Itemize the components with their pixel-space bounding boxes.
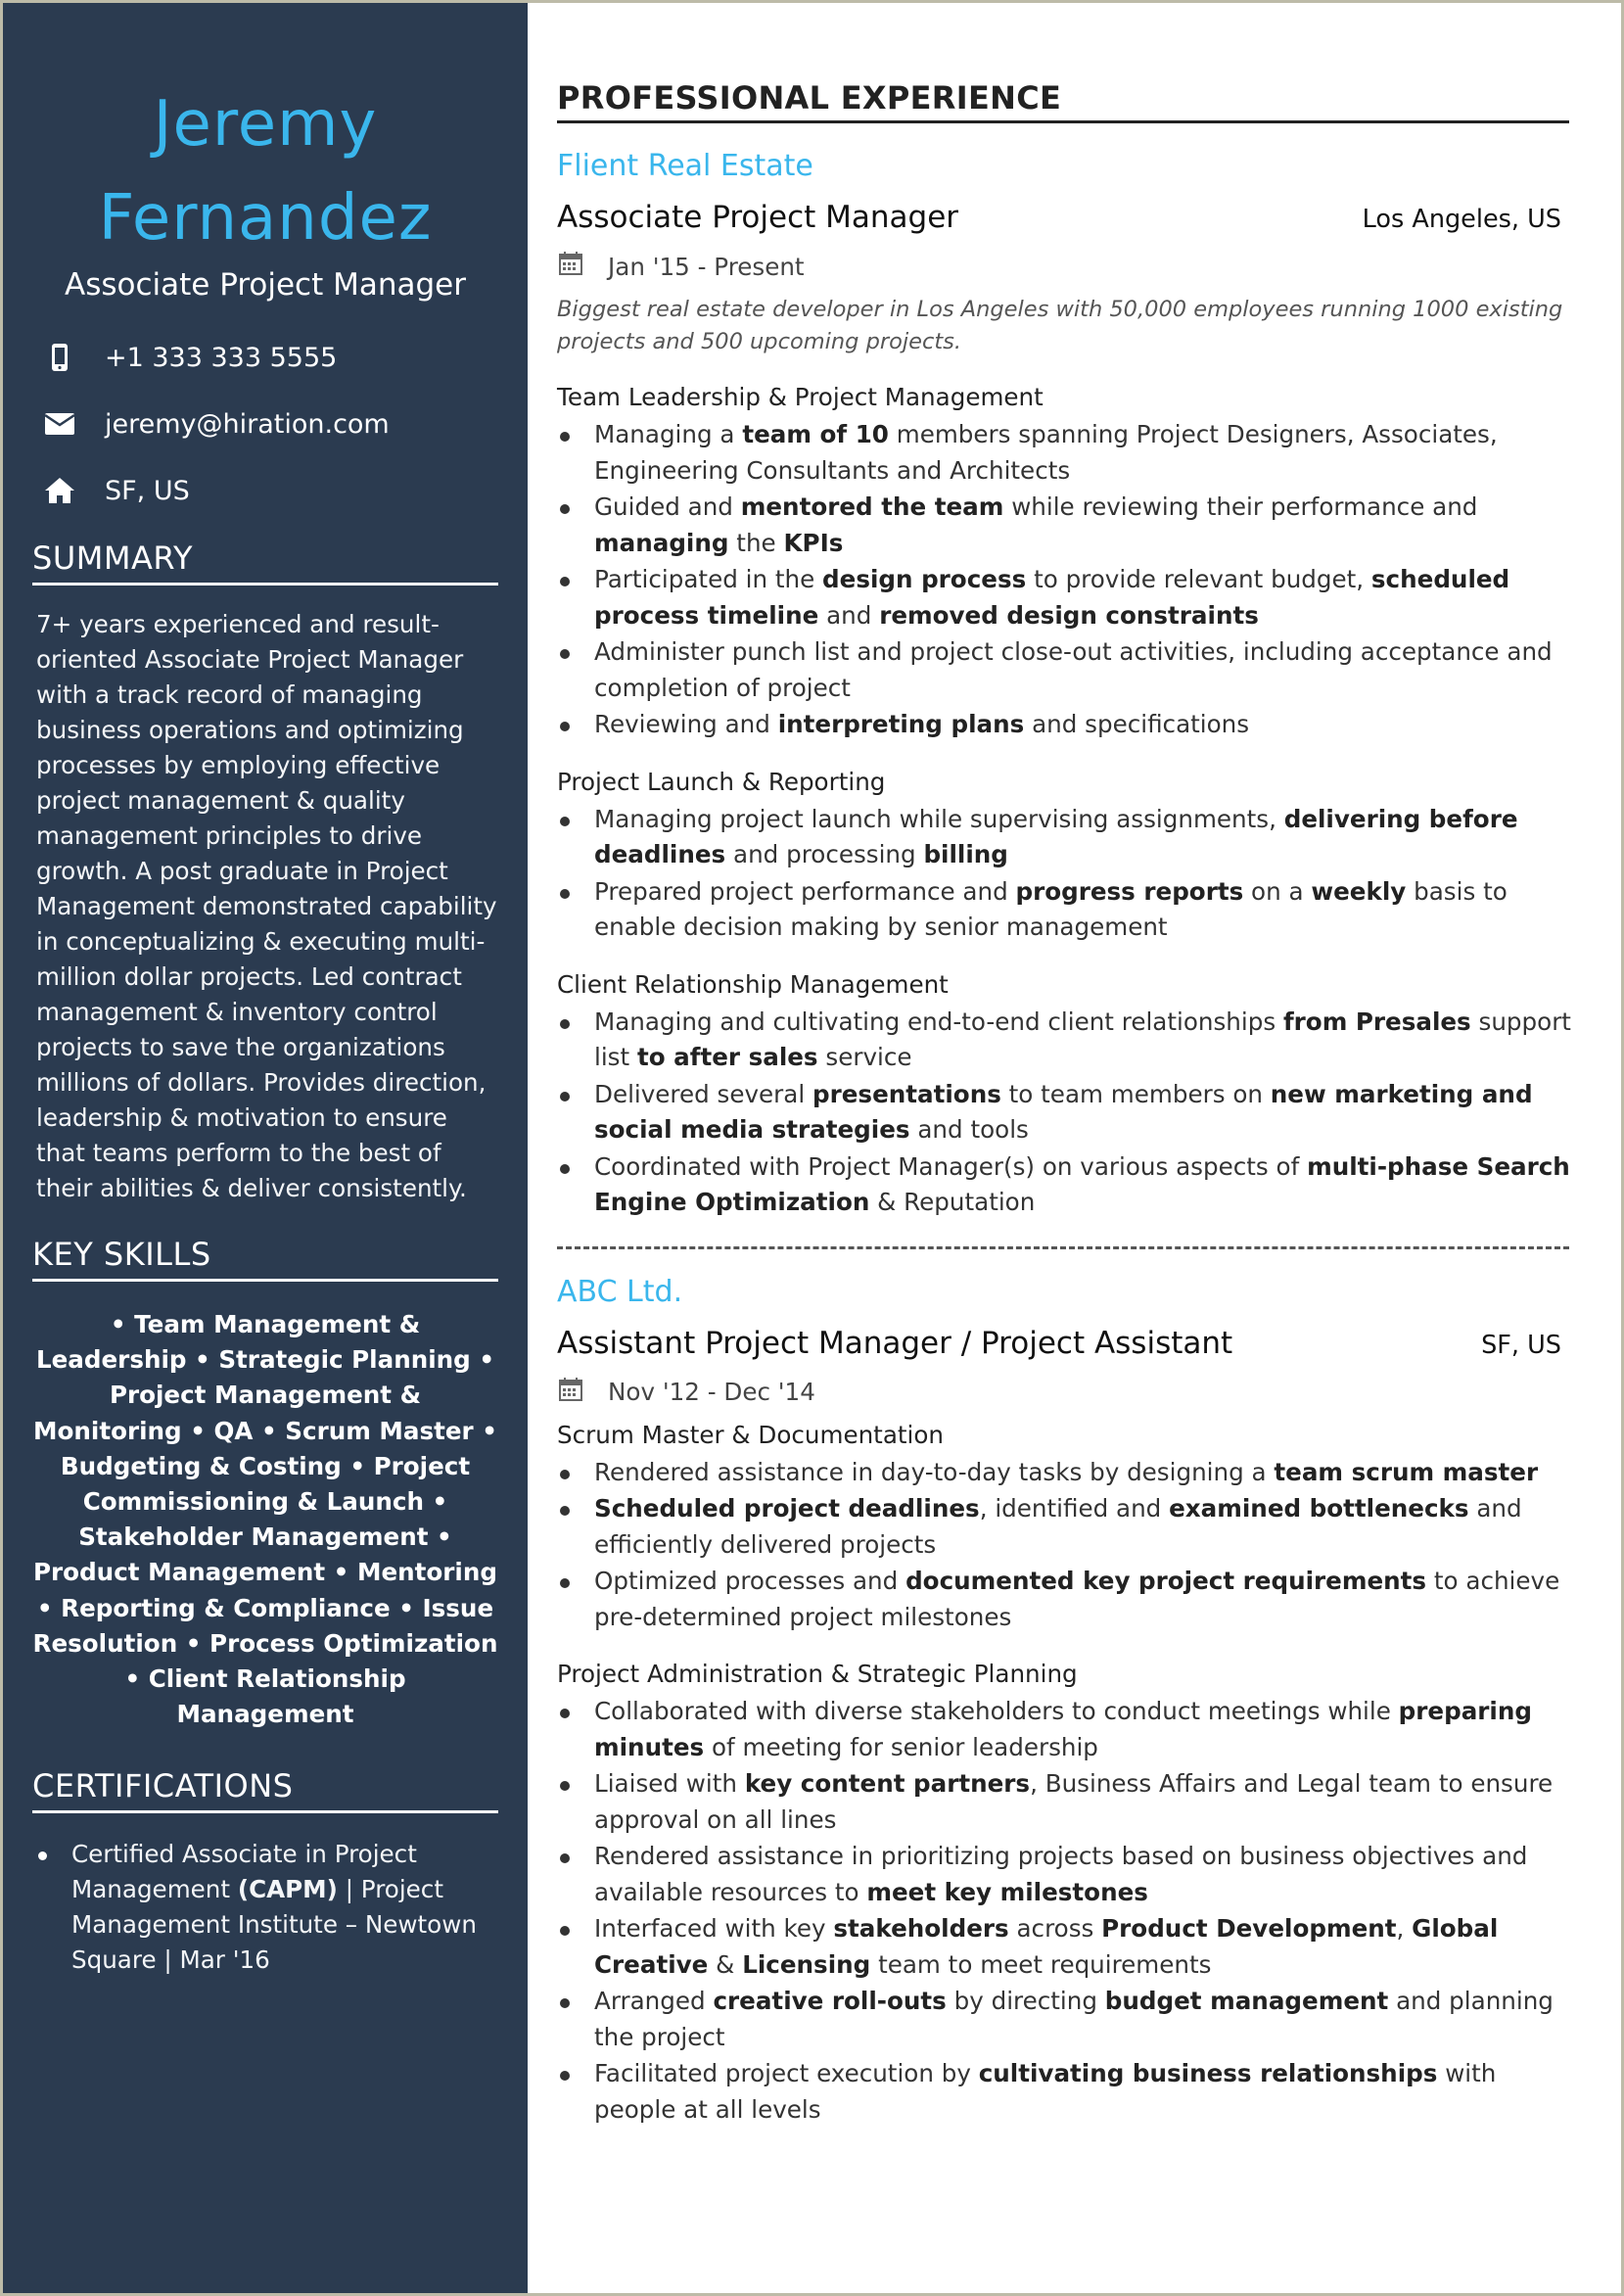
responsibility-list [557, 1694, 1571, 2128]
job-date-range: Nov '12 - Dec '14 [608, 1378, 815, 1406]
name-first: Jeremy [153, 88, 378, 161]
company-description: Biggest real estate developer in Los Angeles with 50,000 employees running 1000 existing projects and 500 upcoming projects. [557, 297, 1563, 354]
responsibility-item: Managing a team of 10 members spanning Project Designers, Associates, Engineering Consultants and Architects [557, 417, 1571, 489]
candidate-headline: Associate Project Manager [64, 267, 466, 303]
experience-heading: PROFESSIONAL EXPERIENCE [557, 79, 1569, 123]
responsibility-list [557, 802, 1571, 946]
calendar-icon [559, 252, 582, 281]
contact-phone [32, 340, 498, 375]
sidebar [3, 3, 528, 2293]
bullet-emphasis: to after sales [636, 1043, 818, 1071]
contact-location [32, 473, 498, 508]
bullet-emphasis: billing [923, 840, 1008, 868]
bullet-emphasis: examined bottlenecks [1169, 1494, 1469, 1523]
bullet-emphasis: cultivating business relationships [978, 2059, 1438, 2087]
responsibility-item: Delivered several presentations to team members on new marketing and social media strategies and tools [557, 1077, 1571, 1148]
skills-heading: KEY SKILLS [32, 1236, 498, 1282]
jobs-list [557, 147, 1571, 2128]
skills-text: • Team Management & Leadership • Strategic Planning • Project Management & Monitoring • QA • Scrum Master • Budgeting & Costing • Project Commissioning & Launch • Stakeholder Management • Product Management • Mentoring • Reporting & Compliance • Issue Resolution • Process Optimization • Client Relationship Management [32, 1310, 498, 1729]
responsibility-heading: Team Leadership & Project Management [557, 383, 1044, 411]
bullet-emphasis: design process [822, 565, 1027, 593]
job-date-range: Jan '15 - Present [608, 252, 805, 281]
bullet-emphasis: new marketing and social media strategies [594, 1079, 1533, 1144]
bullet-emphasis: delivering before deadlines [594, 804, 1518, 868]
job-dates [557, 249, 1571, 284]
cert-text-pre: Certified Associate in Project Management [71, 1840, 417, 1904]
bullet-emphasis: scheduled process timeline [594, 565, 1510, 630]
role-row [557, 200, 1571, 235]
responsibility-item: Participated in the design process to provide relevant budget, scheduled process timeline and removed design constraints [557, 562, 1571, 633]
resume-page [3, 3, 1621, 2293]
cert-text-post: | Project Management Institute – Newtown Square | Mar '16 [71, 1875, 477, 1975]
responsibility-item: Liaised with key content partners, Business Affairs and Legal team to ensure approval on all lines [557, 1766, 1571, 1838]
bullet-emphasis: weekly [1311, 876, 1407, 906]
certification-item [36, 1837, 498, 1978]
summary-heading: SUMMARY [32, 539, 498, 586]
candidate-name [32, 77, 498, 265]
responsibility-item: Interfaced with key stakeholders across Product Development, Global Creative & Licensing team to meet requirements [557, 1911, 1571, 1983]
responsibility-heading: Project Administration & Strategic Planning [557, 1660, 1078, 1688]
phone-icon [42, 340, 77, 375]
job-title: Assistant Project Manager / Project Assistant [557, 1325, 1233, 1361]
bullet-emphasis: meet key milestones [866, 1877, 1148, 1906]
email-text[interactable]: jeremy@hiration.com [105, 408, 390, 440]
responsibility-item: Optimized processes and documented key project requirements to achieve pre-determined project milestones [557, 1564, 1571, 1635]
bullet-emphasis: from Presales [1282, 1007, 1471, 1036]
responsibility-list [557, 1005, 1571, 1221]
summary-text: 7+ years experienced and result-oriented Associate Project Manager with a track record of managing business operations and optimizing processes by employing effective project management & quality management principles to drive growth. A post graduate in Project Management demonstrated capability in conceptualizing & executing multi-million dollar projects. Led contract management & inventory control projects to save the organizations millions of dollars. Provides direction, leadership & motivation to ensure that teams perform to the best of their abilities & deliver consistently. [36, 610, 497, 1202]
role-row [557, 1326, 1571, 1361]
bullet-emphasis: preparing minutes [594, 1697, 1532, 1761]
job-location: SF, US [1481, 1330, 1561, 1360]
main-content [557, 3, 1571, 2129]
bullet-emphasis: budget management [1104, 1987, 1389, 2015]
responsibility-list [557, 417, 1571, 743]
bullet-emphasis: team of 10 [742, 420, 889, 448]
phone-text[interactable]: +1 333 333 5555 [105, 342, 338, 373]
responsibility-item: Administer punch list and project close-out activities, including acceptance and completion of project [557, 634, 1571, 706]
bullet-emphasis: Licensing [742, 1949, 871, 1979]
bullet-emphasis: presentations [812, 1079, 1001, 1108]
job-dates [557, 1375, 1571, 1410]
bullet-emphasis: creative roll-outs [713, 1987, 947, 2015]
bullet-emphasis: documented key project requirements [905, 1567, 1427, 1595]
bullet-emphasis: removed design constraints [879, 600, 1259, 630]
certifications-list [32, 1837, 498, 1978]
responsibility-item: Rendered assistance in prioritizing projects based on business objectives and available resources to meet key milestones [557, 1839, 1571, 1910]
job-divider [557, 1246, 1569, 1249]
bullet-emphasis: stakeholders [833, 1914, 1009, 1943]
bullet-emphasis: KPIs [783, 528, 844, 557]
responsibility-item: Guided and mentored the team while reviewing their performance and managing the KPIs [557, 490, 1571, 561]
home-icon [42, 473, 77, 508]
responsibility-heading: Scrum Master & Documentation [557, 1420, 945, 1449]
responsibility-item: Facilitated project execution by cultivating business relationships with people at all levels [557, 2056, 1571, 2128]
job-entry [557, 147, 1571, 1221]
contact-block [32, 340, 498, 508]
calendar-icon [559, 1378, 582, 1407]
bullet-emphasis: Scheduled project deadlines [594, 1494, 980, 1523]
location-text: SF, US [105, 475, 190, 506]
responsibility-heading: Project Launch & Reporting [557, 767, 886, 796]
cert-text-bold: (CAPM) [237, 1875, 338, 1904]
certifications-heading: CERTIFICATIONS [32, 1767, 498, 1813]
name-last: Fernandez [98, 182, 433, 255]
job-title: Associate Project Manager [557, 200, 959, 235]
bullet-emphasis: managing [594, 528, 729, 557]
contact-email [32, 406, 498, 442]
bullet-emphasis: key content partners [744, 1769, 1031, 1798]
job-location: Los Angeles, US [1362, 205, 1561, 234]
bullet-emphasis: progress reports [1015, 876, 1244, 906]
bullet-emphasis: team scrum master [1274, 1457, 1539, 1486]
bullet-emphasis: Global Creative [594, 1914, 1499, 1979]
company-name: ABC Ltd. [557, 1274, 683, 1309]
envelope-icon [42, 406, 77, 442]
responsibility-item: Coordinated with Project Manager(s) on various aspects of multi-phase Search Engine Optimization & Reputation [557, 1149, 1571, 1221]
responsibility-heading: Client Relationship Management [557, 969, 949, 999]
responsibility-item: Prepared project performance and progress reports on a weekly basis to enable decision making by senior management [557, 874, 1571, 946]
responsibility-item: Rendered assistance in day-to-day tasks by designing a team scrum master [557, 1455, 1571, 1491]
responsibility-item: Arranged creative roll-outs by directing budget management and planning the project [557, 1984, 1571, 2055]
responsibility-item: Scheduled project deadlines, identified and examined bottlenecks and efficiently delivered projects [557, 1491, 1571, 1563]
company-name: Flient Real Estate [557, 149, 813, 183]
responsibility-list [557, 1455, 1571, 1636]
job-entry [557, 1273, 1571, 2129]
bullet-emphasis: mentored the team [740, 492, 1004, 521]
responsibility-item: Reviewing and interpreting plans and specifications [557, 707, 1571, 743]
responsibility-item: Managing project launch while supervising assignments, delivering before deadlines and processing billing [557, 802, 1571, 873]
responsibility-item: Managing and cultivating end-to-end client relationships from Presales support list to after sales service [557, 1005, 1571, 1076]
bullet-emphasis: Product Development [1101, 1914, 1397, 1943]
bullet-emphasis: interpreting plans [777, 710, 1025, 738]
responsibility-item: Collaborated with diverse stakeholders to conduct meetings while preparing minutes of meeting for senior leadership [557, 1694, 1571, 1765]
bullet-emphasis: multi-phase Search Engine Optimization [594, 1151, 1570, 1216]
